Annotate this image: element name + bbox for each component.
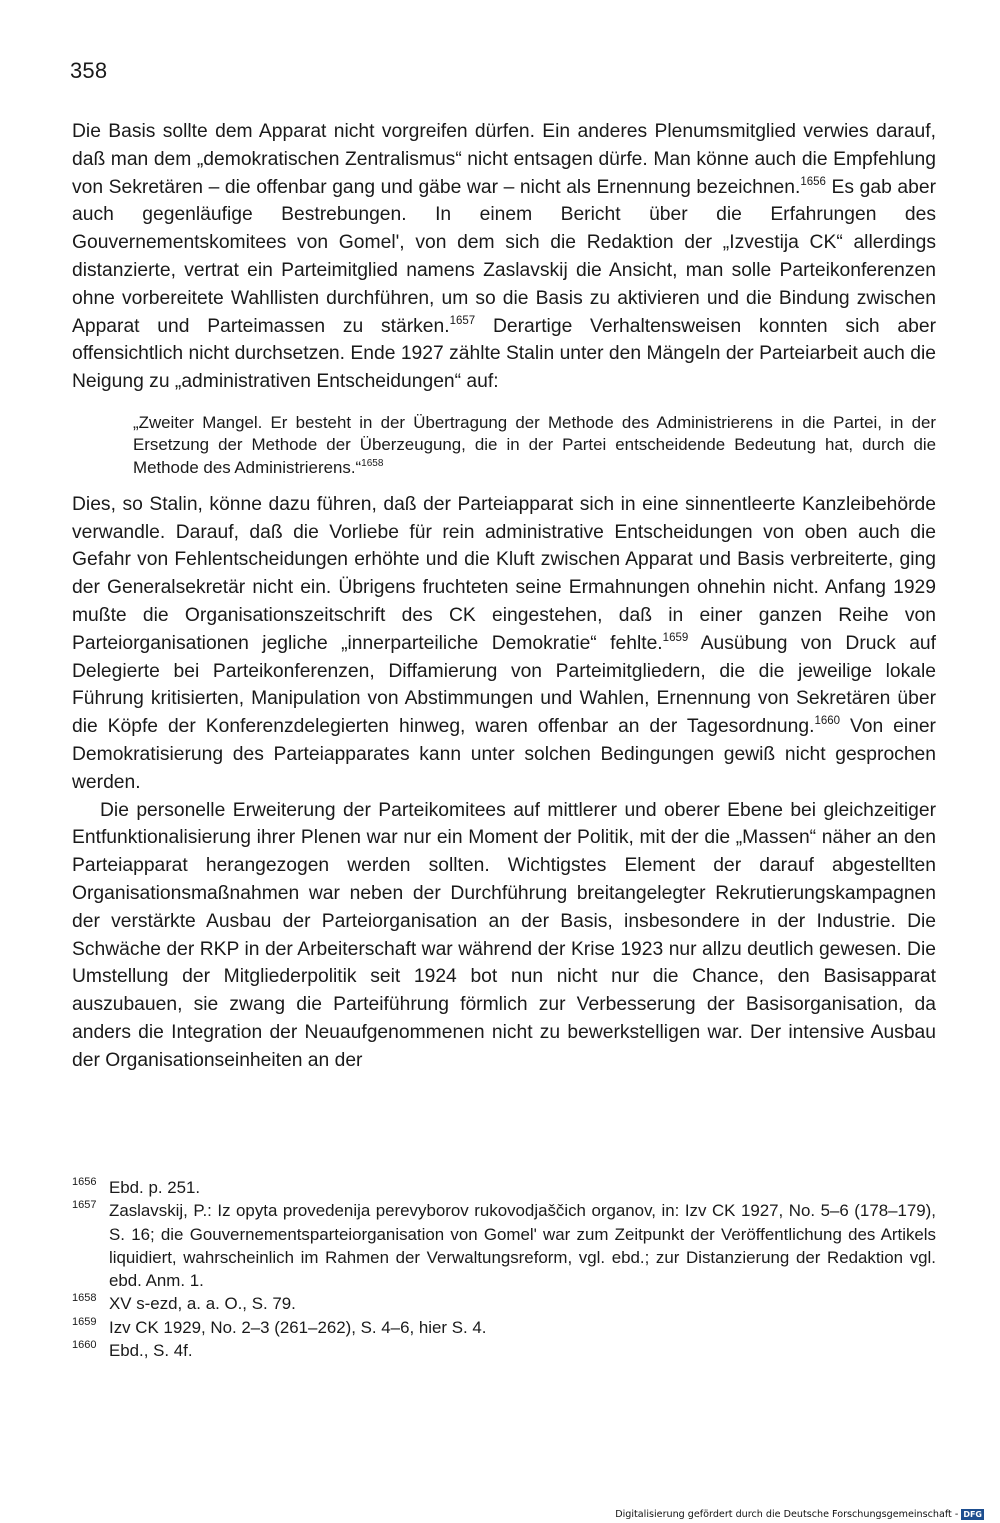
footnote <box>72 1316 936 1339</box>
footnote-number: 1656 <box>72 1176 97 1188</box>
footnote-text: Izv CK 1929, No. 2–3 (261–262), S. 4–6, hier S. 4. <box>109 1317 487 1337</box>
footnote-number: 1658 <box>72 1292 97 1305</box>
footnote-number: 1657 <box>72 1199 97 1212</box>
footnote <box>72 1199 936 1292</box>
text-run: Es gab aber auch gegenläufige Bestrebungen. In einem Bericht über die Erfahrungen des Gouvernementskomitees von Gomel', von dem sich die Redaktion der „Izvestija CK“ allerdings distanzierte, vertrat ein Parteimitglied namens Zaslavskij die Ansicht, man solle Parteikonferenzen ohne vorbereitete Wahllisten durchführen, um so die Basis zu aktivieren und die Bindung zwischen Apparat und Parteimassen zu stärken. <box>72 176 936 337</box>
footnote-text: Ebd., S. 4f. <box>109 1341 193 1361</box>
footnote <box>72 1292 936 1315</box>
footnote-number: 1660 <box>72 1339 97 1352</box>
page-number: 358 <box>70 58 108 83</box>
quote-text: „Zweiter Mangel. Er besteht in der Übertragung der Methode des Administrierens in die Partei, in der Ersetzung der Methode der Überzeugung, die in der Partei entscheidende Bedeutung hat, durch die Methode des Administrierens.“ <box>133 412 936 477</box>
digitization-credit <box>615 1509 984 1520</box>
footnote-ref: 1658 <box>361 457 384 469</box>
text-run: Von einer Demokratisierung des Parteiapparates kann unter solchen Bedingungen gewiß nicht gesprochen werden. <box>72 716 936 793</box>
text-run: Dies, so Stalin, könne dazu führen, daß der Parteiapparat sich in eine sinnentleerte Kanzleibehörde verwandle. Darauf, daß die Vorliebe für rein administrative Entscheidungen von oben auch die Gefahr von Fehlentscheidungen erhöhte und die Kluft zwischen Apparat und Basis verbreiterte, ging der Generalsekretär nicht ein. Übrigens fruchteten seine Ermahnungen ohnehin nicht. Anfang 1929 mußte die Organisationszeitschrift des CK eingestehen, daß in einer ganzen Reihe von Parteiorganisationen jegliche „innerparteiliche Demokratie“ fehlte. <box>72 493 936 654</box>
paragraph-3: Die personelle Erweiterung der Parteikomitees auf mittlerer und oberer Ebene bei gleichzeitiger Entfunktionalisierung ihrer Plenen war nur ein Moment der Politik, mit der die „Massen“ näher an den Parteiapparat herangezogen werden sollten. Wichtigstes Element der darauf abgestellten Organisationsmaßnahmen war neben der Durchführung breitangelegter Rekrutierungskampagnen der verstärkte Ausbau der Parteiorganisation an der Basis, insbesondere in der Industrie. Die Schwäche der RKP in der Arbeiterschaft war während der Krise 1923 nur allzu deutlich gewesen. Die Umstellung der Mitgliederpolitik seit 1924 bot nun nicht nur die Chance, den Basisapparat auszubauen, sie zwang die Parteiführung förmlich zur Verbesserung der Basisorganisation, da anders die Integration der Neuaufgenommenen nicht zu bewerkstelligen war. Der intensive Ausbau der Organisationseinheiten an der <box>72 799 936 1071</box>
footnote-ref: 1659 <box>662 631 689 644</box>
block-quote <box>133 412 936 479</box>
footnote-ref: 1660 <box>814 715 841 728</box>
body-text <box>72 118 936 1075</box>
paragraph-2 <box>72 491 936 797</box>
footnote-number: 1659 <box>72 1315 97 1328</box>
footnote-ref: 1657 <box>449 314 476 327</box>
credit-text: Digitalisierung gefördert durch die Deutsche Forschungsgemeinschaft - <box>615 1509 959 1520</box>
footnote-text: Ebd. p. 251. <box>109 1178 201 1197</box>
footnote <box>72 1176 936 1199</box>
text-run: Derartige Verhaltensweisen konnten sich aber offensichtlich nicht durchsetzen. Ende 1927 zählte Stalin unter den Mängeln der Parteiarbeit auch die Neigung zu „administrativen Entscheidungen“ auf: <box>72 315 936 393</box>
paragraph-1 <box>72 118 936 396</box>
text-run: Ausübung von Druck auf Delegierte bei Parteikonferenzen, Diffamierung von Parteimitgliedern, die die jeweilige lokale Führung kritisierten, Manipulation von Abstimmungen und Wahlen, Ernennung von Sekretären über die Köpfe der Konferenzdelegierten hinweg, waren offenbar an der Tagesordnung. <box>72 632 936 738</box>
footnotes <box>72 1176 936 1362</box>
footnote-text: XV s-ezd, a. a. O., S. 79. <box>109 1294 296 1314</box>
text-run: Die Basis sollte dem Apparat nicht vorgreifen dürfen. Ein anderes Plenumsmitglied verwies darauf, daß man dem „demokratischen Zentralismus“ nicht entsagen dürfe. Man könne auch die Empfehlung von Sekretären – die offenbar gang und gäbe war – nicht als Ernennung bezeichnen. <box>72 121 936 198</box>
dfg-logo-icon: DFG <box>963 1510 982 1519</box>
footnote-ref: 1656 <box>800 175 826 188</box>
footnote-text: Zaslavskij, P.: Iz opyta provedenija perevyborov rukovodjaščich organov, in: Izv CK 1927, No. 5–6 (178–179), S. 16; die Gouvernementsparteiorganisation von Gomel' war zum Zeitpunkt der Veröffentlichung des Artikels liquidiert, wahrscheinlich im Rahmen der Verwaltungsreform, vgl. ebd.; zur Distanzierung der Redaktion vgl. ebd. Anm. 1. <box>109 1201 936 1291</box>
footnote <box>72 1339 936 1362</box>
